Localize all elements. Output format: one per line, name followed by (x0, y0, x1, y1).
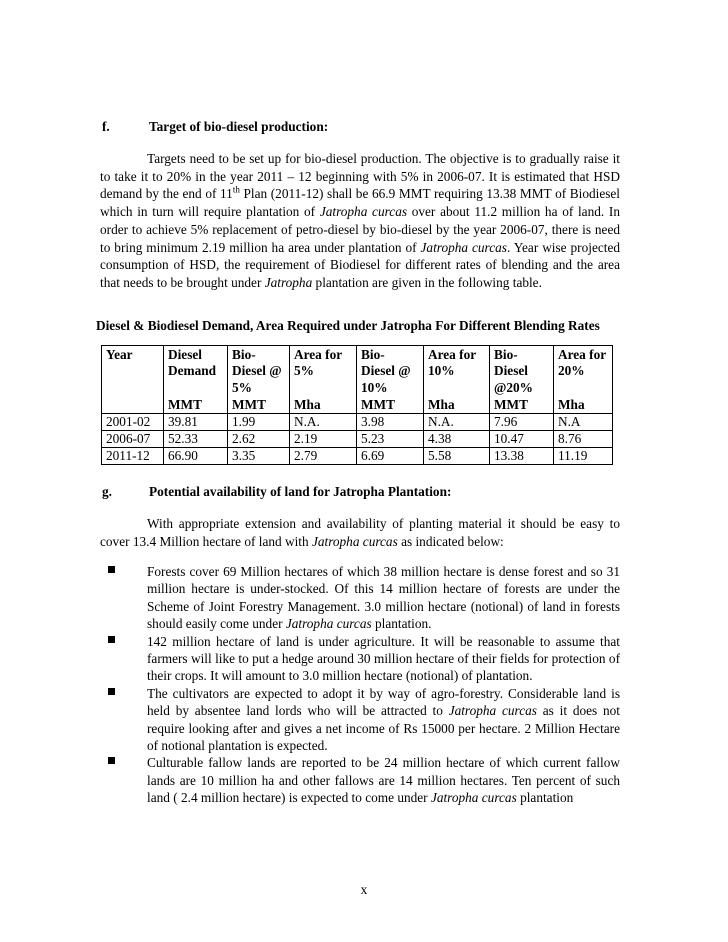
header-year: Year (102, 346, 164, 414)
square-bullet-icon (108, 566, 115, 573)
section-g-heading (102, 484, 622, 502)
section-g-letter: g. (102, 484, 112, 499)
page-number: x (360, 882, 368, 897)
table-cell: 52.33 (164, 431, 228, 448)
list-item (100, 633, 620, 685)
table-cell: 66.90 (164, 448, 228, 465)
list-item-text: 142 million hectare of land is under agriculture. It will be reasonable to assume that farmers will like to put a hedge around 30 million hectare of their fields for protection of their crops. It will amount to 3.0 million hectare (notional) of plantation. (147, 633, 620, 684)
table-cell: 7.96 (490, 414, 554, 431)
header-biodiesel-10: Bio-Diesel @ 10% MMT (357, 346, 424, 414)
list-item (100, 685, 620, 755)
table-caption: Diesel & Biodiesel Demand, Area Required under Jatropha For Different Blending Rates (96, 318, 600, 333)
list-item-text: The cultivators are expected to adopt it by way of agro-forestry. Considerable land is held by absentee land lords who will be attracted to Jatropha curcas as it does not require looking after and gives a net income of Rs 15000 per hectare. 2 Million Hectare of notional plantation is expected. (147, 685, 620, 754)
table-cell: 8.76 (554, 431, 613, 448)
header-area-5: Area for 5% Mha (290, 346, 357, 414)
table-cell: 1.99 (228, 414, 290, 431)
header-diesel-demand: Diesel Demand MMT (164, 346, 228, 414)
table-cell: 3.35 (228, 448, 290, 465)
header-area-20: Area for 20% Mha (554, 346, 613, 414)
table-row (102, 414, 613, 431)
header-area-10: Area for 10% Mha (424, 346, 490, 414)
section-g-title: Potential availability of land for Jatropha Plantation: (149, 484, 452, 499)
table-cell: 3.98 (357, 414, 424, 431)
table-row (102, 431, 613, 448)
header-biodiesel-5: Bio-Diesel @ 5% MMT (228, 346, 290, 414)
section-g-paragraph: With appropriate extension and availability of planting material it should be easy to cover 13.4 Million hectare of land with Jatropha curcas as indicated below: (100, 516, 620, 549)
list-item-text: Forests cover 69 Million hectares of which 38 million hectare is dense forest and so 31 million hectare is under-stocked. Of this 14 million hectare of forests are under the Scheme of Joint Forestry Management. 3.0 million hectare (notional) of land in forests should easily come under Jatropha curcas plantation. (147, 564, 620, 632)
table-cell: 5.23 (357, 431, 424, 448)
list-item-text: Culturable fallow lands are reported to be 24 million hectare of which current fallow lands are 10 million ha and other fallows are 14 million hectares. Ten percent of such land ( 2.4 million hectare) is expected to come under Jatropha curcas plantation (147, 755, 620, 806)
table-cell: 2001-02 (102, 414, 164, 431)
section-f-title: Target of bio-diesel production: (149, 119, 329, 134)
table-header-row (102, 346, 613, 414)
square-bullet-icon (108, 636, 115, 643)
table-cell: 2.79 (290, 448, 357, 465)
table-cell: 11.19 (554, 448, 613, 465)
demand-table (101, 345, 613, 465)
section-f-paragraph: Targets need to be set up for bio-diesel production. The objective is to gradually raise it to take it to 20% in the year 2011 – 12 beginning with 5% in 2006-07. It is estimated that HSD demand by the end of 11th Plan (2011-12) shall be 66.9 MMT requiring 13.38 MMT of Biodiesel which in turn will require plantation of Jatropha curcas over about 11.2 million ha of land. In order to achieve 5% replacement of petro-diesel by bio-diesel by the year 2006-07, there is need to bring minimum 2.19 million ha area under plantation of Jatropha curcas. Year wise projected consumption of HSD, the requirement of Biodiesel for different rates of blending and the area that needs to be brought under Jatropha plantation are given in the following table. (100, 151, 620, 290)
land-availability-list (100, 563, 620, 807)
list-item (100, 563, 620, 633)
header-biodiesel-20: Bio-Diesel @20% MMT (490, 346, 554, 414)
table-cell: N.A. (424, 414, 490, 431)
table-cell: N.A (554, 414, 613, 431)
list-item (100, 754, 620, 806)
table-cell: 39.81 (164, 414, 228, 431)
table-cell: 4.38 (424, 431, 490, 448)
section-f-letter: f. (102, 119, 110, 134)
section-f-heading (102, 119, 622, 137)
table-row (102, 448, 613, 465)
table-cell: 2.62 (228, 431, 290, 448)
table-cell: N.A. (290, 414, 357, 431)
table-cell: 2011-12 (102, 448, 164, 465)
table-cell: 2006-07 (102, 431, 164, 448)
square-bullet-icon (108, 688, 115, 695)
table-cell: 10.47 (490, 431, 554, 448)
square-bullet-icon (108, 757, 115, 764)
table-cell: 2.19 (290, 431, 357, 448)
table-cell: 5.58 (424, 448, 490, 465)
table-cell: 6.69 (357, 448, 424, 465)
table-cell: 13.38 (490, 448, 554, 465)
